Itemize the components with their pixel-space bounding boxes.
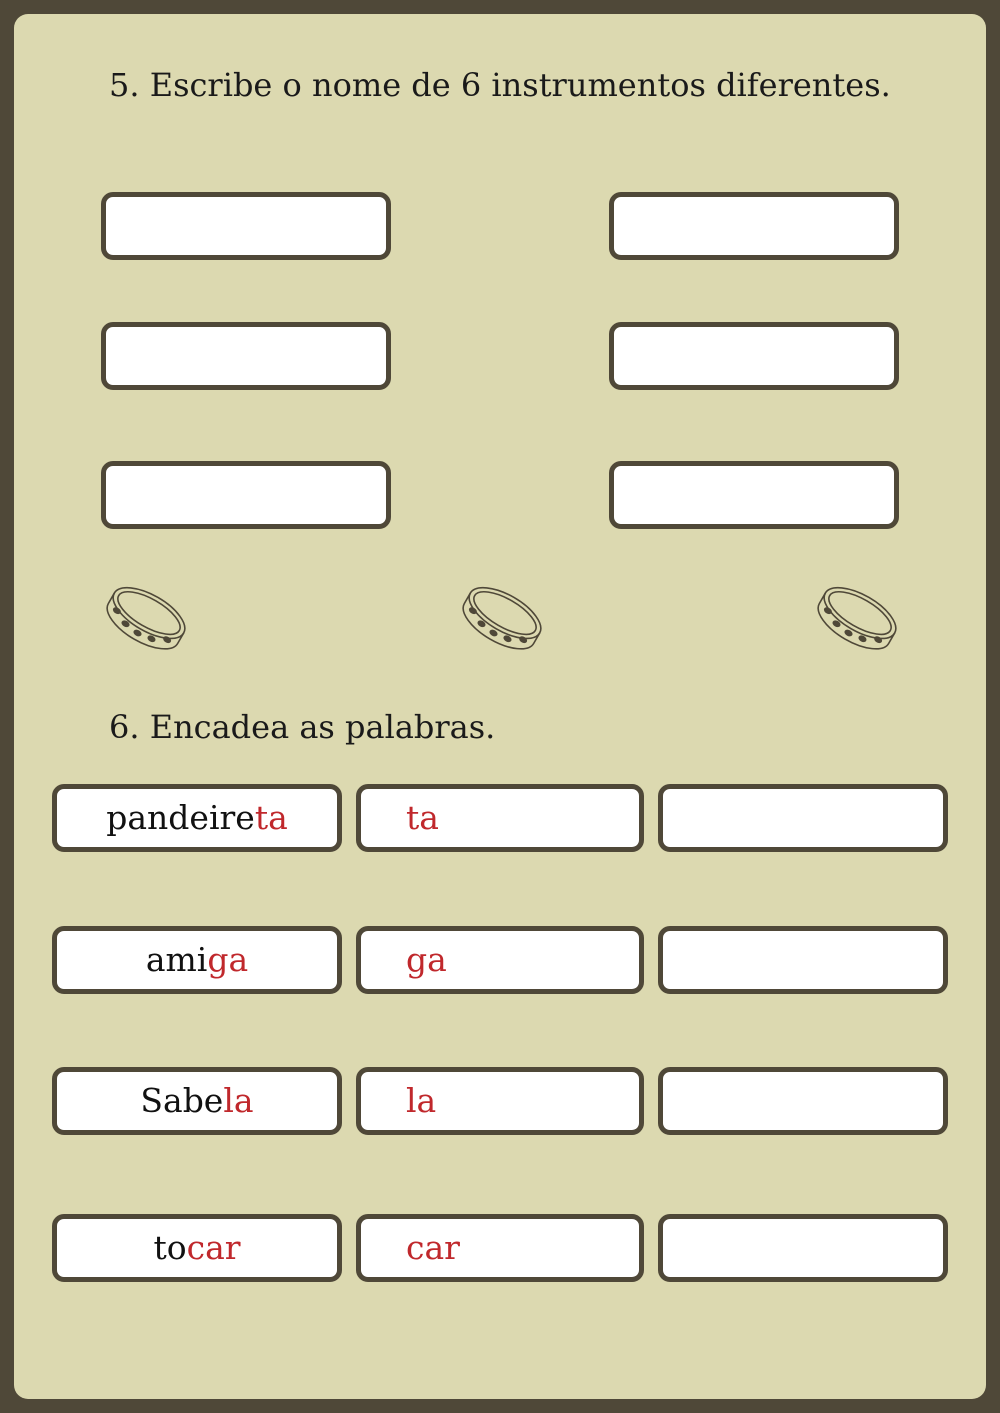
instrument-answer-box-6[interactable] (609, 461, 899, 529)
instrument-answer-box-3[interactable] (101, 322, 391, 390)
instrument-answer-box-4[interactable] (609, 322, 899, 390)
syllable-box: la (356, 1067, 644, 1135)
word-box (52, 784, 342, 852)
word-start: Sabe (140, 1081, 224, 1120)
chain-answer-box-4[interactable] (658, 1214, 948, 1282)
syllable-box: car (356, 1214, 644, 1282)
syllable-box: ta (356, 784, 644, 852)
word-box (52, 926, 342, 994)
syllable-box: ga (356, 926, 644, 994)
tambourine-icon (100, 582, 190, 658)
word-start: ami (145, 940, 208, 979)
instrument-answer-box-5[interactable] (101, 461, 391, 529)
word-end-syllable: car (186, 1228, 241, 1267)
chain-answer-box-3[interactable] (658, 1067, 948, 1135)
tambourine-icon (456, 582, 546, 658)
instrument-answer-box-1[interactable] (101, 192, 391, 260)
chain-answer-box-2[interactable] (658, 926, 948, 994)
word-start: pandeire (106, 798, 255, 837)
tambourine-icon (811, 582, 901, 658)
word-box (52, 1214, 342, 1282)
word-end-syllable: ga (207, 940, 249, 979)
word-start: to (153, 1228, 187, 1267)
chain-answer-box-1[interactable] (658, 784, 948, 852)
word-end-syllable: ta (254, 798, 288, 837)
exercise-6-title: 6. Encadea as palabras. (109, 708, 496, 746)
word-end-syllable: la (223, 1081, 254, 1120)
word-box (52, 1067, 342, 1135)
instrument-answer-box-2[interactable] (609, 192, 899, 260)
exercise-5-title: 5. Escribe o nome de 6 instrumentos diferentes. (109, 66, 891, 104)
